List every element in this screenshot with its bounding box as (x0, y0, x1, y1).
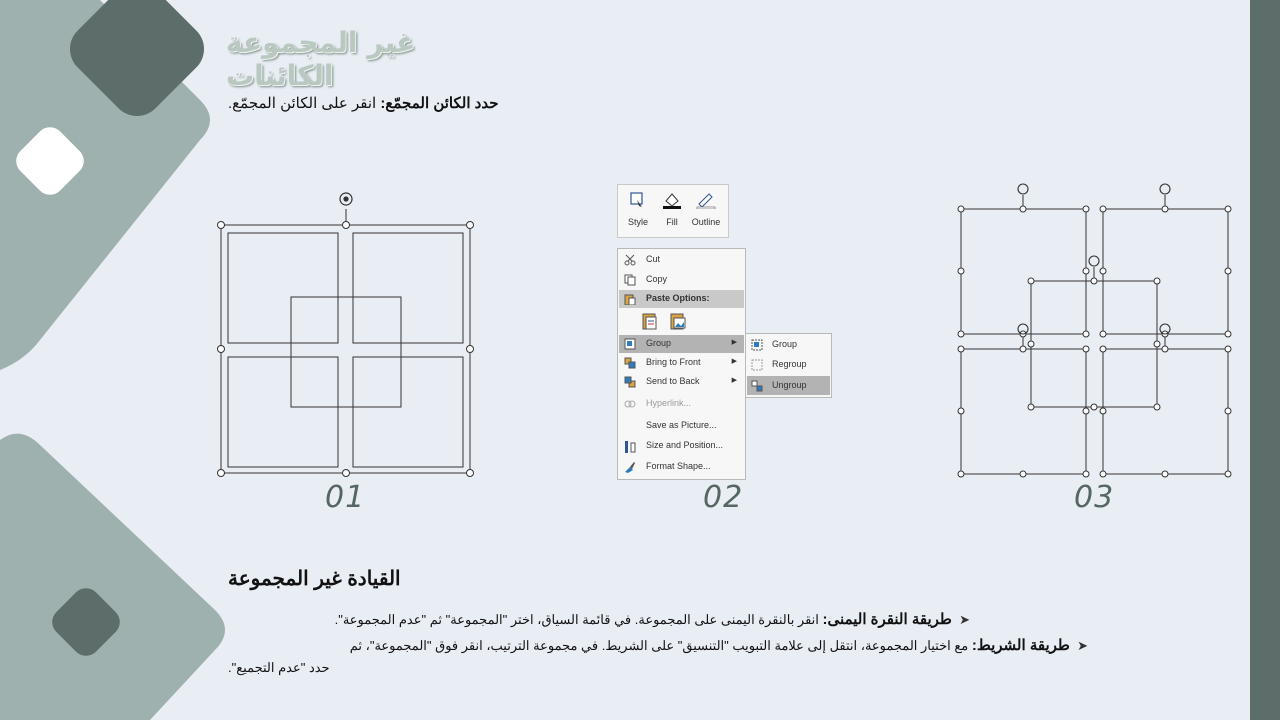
selection-handles[interactable] (218, 222, 474, 477)
submenu-arrow-icon: ▶ (731, 339, 737, 346)
inner-square-top-right (353, 233, 463, 343)
style-button[interactable] (621, 187, 655, 235)
menu-item-hyperlink-label: Hyperlink... (646, 398, 692, 408)
inner-square-center (291, 297, 401, 407)
outline-pen-icon (696, 191, 716, 209)
menu-item-format-shape-label: Format Shape... (646, 461, 711, 471)
inner-square-bottom-right (353, 357, 463, 467)
submenu-arrow-icon: ▶ (731, 377, 737, 384)
menu-item-format-shape[interactable] (619, 458, 744, 476)
menu-item-bring-to-front-label: Bring to Front (646, 357, 701, 367)
submenu-item-group[interactable] (747, 335, 830, 354)
bullet-arrow-icon: ➤ (1077, 638, 1088, 653)
bullet-ribbon-method (228, 636, 1088, 656)
paste-option-buttons (619, 310, 744, 334)
paste-options-header (619, 290, 744, 308)
bring-to-front-icon (624, 357, 636, 369)
menu-item-group[interactable] (619, 335, 744, 353)
send-to-back-icon (624, 376, 636, 388)
shape-bottom-right[interactable] (1103, 349, 1228, 474)
shape-top-left[interactable] (961, 209, 1086, 334)
shape-center[interactable] (1031, 281, 1157, 407)
ungrouped-handles[interactable] (958, 206, 1231, 477)
submenu-item-group-label: Group (772, 339, 798, 349)
left-decoration (0, 0, 240, 720)
regroup-icon (751, 359, 763, 371)
copy-icon (624, 274, 636, 286)
size-position-icon (624, 440, 636, 452)
scissors-icon (624, 254, 636, 266)
bullet-1-text: انقر بالنقرة اليمنى على المجموعة. في قائمة السياق، اختر "المجموعة" ثم "عدم المجموعة". (334, 612, 819, 627)
submenu-arrow-icon: ▶ (731, 358, 737, 365)
outline-button[interactable] (689, 187, 723, 235)
ribbon-shape-format (617, 184, 729, 238)
submenu-item-ungroup-label: Ungroup (772, 380, 807, 390)
figure-ungrouped-shapes (950, 178, 1240, 483)
menu-item-hyperlink (619, 395, 744, 413)
rotate-handle-icon[interactable] (340, 193, 352, 205)
step-number-2: 02 (703, 480, 744, 515)
slide-title: غير المجموعة الكائنات (226, 26, 416, 92)
fill-button[interactable] (655, 187, 689, 235)
bullet-2-text: مع اختيار المجموعة، انتقل إلى علامة التبويب "التنسيق" على الشريط. في مجموعة الترتيب، انقر فوق "المجموعة"، ثم (349, 638, 969, 653)
inner-square-bottom-left (228, 357, 338, 467)
section-heading: القيادة غير المجموعة (228, 568, 401, 590)
bullet-arrow-icon: ➤ (959, 612, 970, 627)
style-label: Style (627, 217, 648, 227)
instruction-bold: حدد الكائن المجمّع: (380, 95, 499, 112)
step-number-1: 01 (325, 480, 366, 515)
bullet-2-continuation (228, 658, 1088, 678)
menu-item-group-label: Group (646, 338, 672, 348)
inner-square-top-left (228, 233, 338, 343)
menu-item-size-and-position-label: Size and Position... (646, 440, 724, 450)
menu-item-size-and-position[interactable] (619, 437, 744, 455)
shape-top-right[interactable] (1103, 209, 1228, 334)
decor-shape-bottom (0, 434, 225, 720)
menu-item-cut[interactable] (619, 251, 744, 269)
paste-icon (624, 293, 636, 305)
bullet-2-text-line2: حدد "عدم التجميع". (228, 660, 330, 675)
menu-item-save-as-picture-label: Save as Picture... (646, 420, 717, 430)
submenu-item-ungroup[interactable] (747, 376, 830, 395)
paste-options-label: Paste Options: (646, 293, 710, 303)
menu-item-copy-label: Copy (646, 274, 668, 284)
instruction-text: انقر على الكائن المجمّع. (228, 95, 377, 112)
fill-bucket-icon (662, 191, 682, 209)
fill-label: Fill (666, 217, 678, 227)
style-icon (628, 191, 648, 209)
submenu-item-regroup-label: Regroup (772, 359, 807, 369)
bullet-right-click-method (228, 610, 970, 630)
format-shape-icon (624, 461, 636, 473)
menu-item-copy[interactable] (619, 271, 744, 289)
group-icon (751, 339, 763, 351)
bullet-2-bold: طريقة الشريط: (971, 637, 1070, 654)
submenu-item-regroup[interactable] (747, 355, 830, 374)
paste-keep-format-icon[interactable] (641, 312, 659, 332)
outline-label: Outline (691, 217, 721, 227)
menu-item-cut-label: Cut (646, 254, 661, 264)
rotate-handle-icon[interactable] (1018, 184, 1170, 334)
menu-item-save-as-picture[interactable] (619, 417, 744, 435)
menu-item-bring-to-front[interactable] (619, 354, 744, 372)
menu-item-send-to-back-label: Send to Back (646, 376, 700, 386)
ungroup-icon (751, 380, 763, 392)
menu-item-send-to-back[interactable] (619, 373, 744, 391)
group-icon (624, 338, 636, 350)
group-submenu (745, 333, 832, 398)
step-number-3: 03 (1074, 480, 1115, 515)
instruction-line (228, 94, 528, 112)
paste-picture-icon[interactable] (669, 312, 687, 332)
figure-grouped-object (210, 185, 480, 485)
bullet-1-bold: طريقة النقرة اليمنى: (822, 611, 952, 628)
shape-bottom-left[interactable] (961, 349, 1086, 474)
right-accent-bar (1250, 0, 1280, 720)
group-bounding-box[interactable] (221, 225, 470, 473)
context-menu (617, 248, 746, 480)
hyperlink-icon (624, 398, 636, 410)
